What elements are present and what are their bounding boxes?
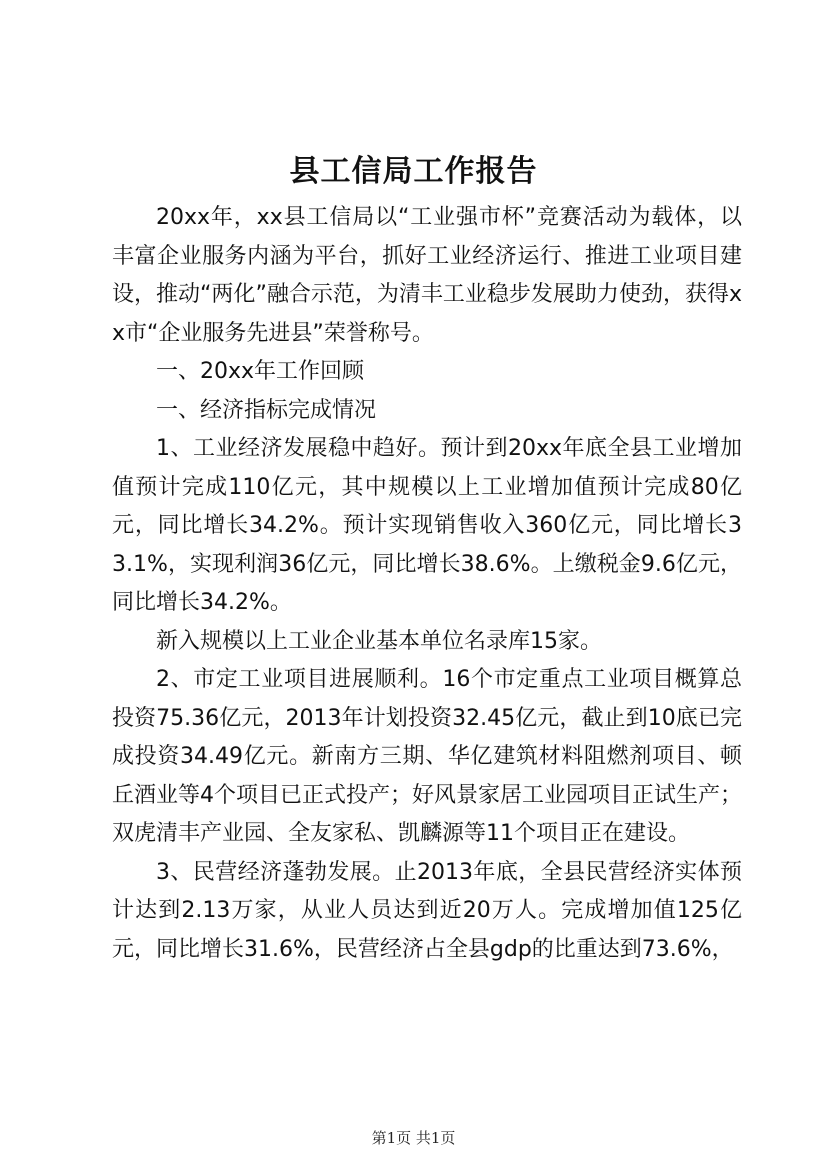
- document-title: 县工信局工作报告: [289, 154, 538, 189]
- paragraph-intro: 20xx年，xx县工信局以“工业强市杯”竞赛活动为载体，以丰富企业服务内涵为平台，抓好工业经济运行、推进工业项目建设，推动“两化”融合示范，为清丰工业稳步发展助力使劲，获得xx市“企业服务先进县”荣誉称号。: [112, 205, 742, 346]
- section-heading-review: 一、20xx年工作回顾: [156, 359, 365, 384]
- page-footer: 第1页 共1页: [371, 1129, 456, 1147]
- document-body: [112, 199, 742, 969]
- paragraph-new-enterprises: 新入规模以上工业企业基本单位名录库15家。: [156, 628, 602, 654]
- paragraph-industrial-economy: 1、工业经济发展稳中趋好。预计到20xx年底全县工业增加值预计完成110亿元，其中规模以上工业增加值预计完成80亿元，同比增长34.2%。预计实现销售收入360亿元，同比增长33.1%，实现利润36亿元，同比增长38.6%。上缴税金9.6亿元，同比增长34.2%。: [112, 436, 742, 615]
- paragraph-projects: 2、市定工业项目进展顺利。16个市定重点工业项目概算总投资75.36亿元，2013年计划投资32.45亿元，截止到10底已完成投资34.49亿元。新南方三期、华亿建筑材料阻燃剂项目、顿丘酒业等4个项目已正式投产；好风景家居工业园项目正试生产；双虎清丰产业园、全友家私、凯麟源等11个项目正在建设。: [112, 667, 742, 846]
- paragraph-private-economy: 3、民营经济蓬勃发展。止2013年底，全县民营经济实体预计达到2.13万家，从业人员达到近20万人。完成增加值125亿元，同比增长31.6%，民营经济占全县gdp的比重达到73.6%，: [112, 859, 742, 962]
- section-heading-indicators: 一、经济指标完成情况: [156, 397, 377, 423]
